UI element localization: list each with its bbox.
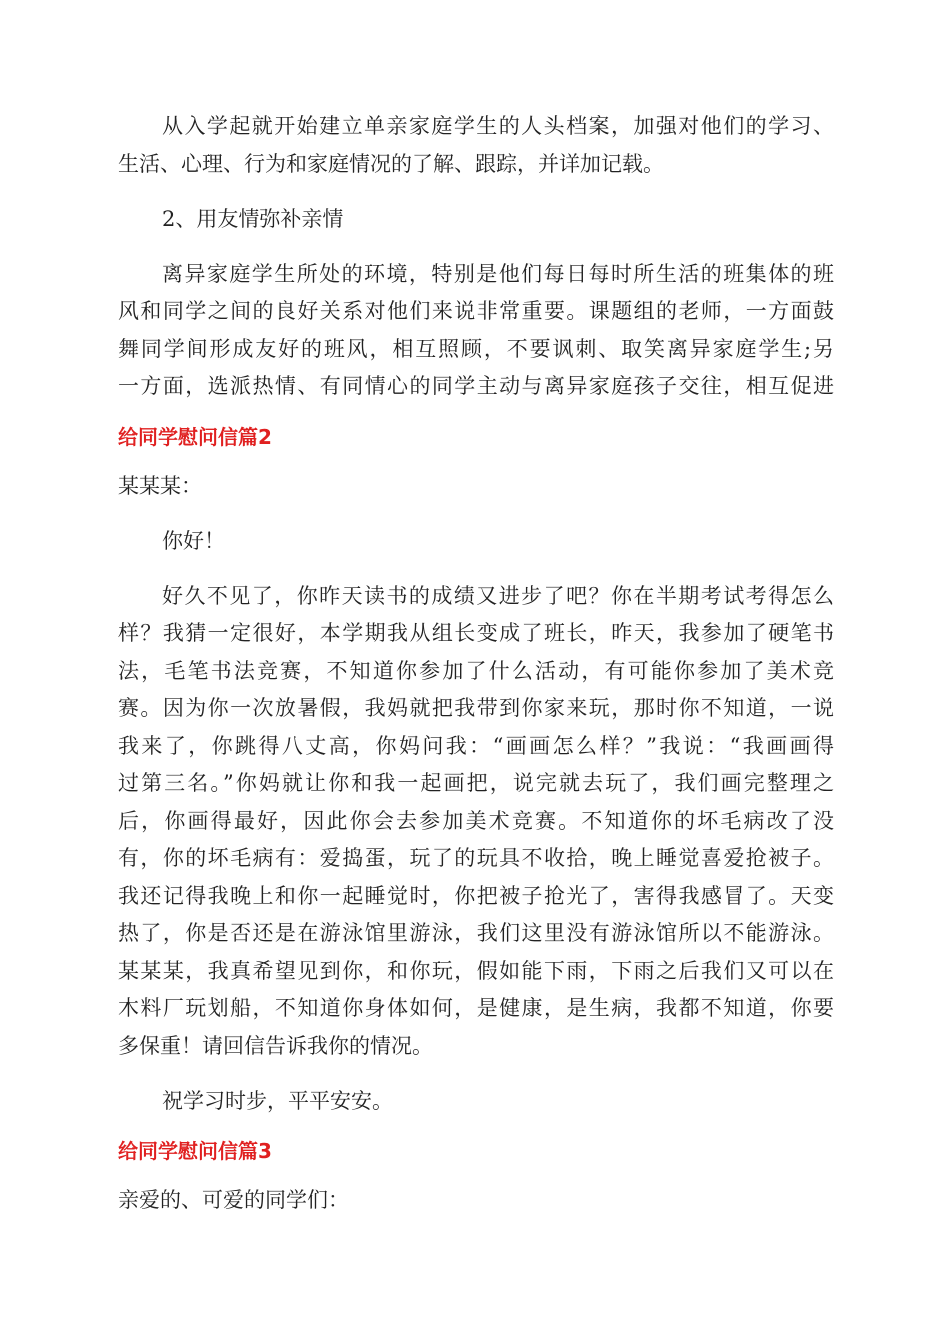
spacer (118, 1065, 834, 1083)
section-3-title: 给同学慰问信篇3 (118, 1139, 272, 1163)
text-line: 木料厂玩划船，不知道你身体如何，是健康，是生病，我都不知道，你要 (118, 996, 834, 1020)
text-line: 生活、心理、行为和家庭情况的了解、跟踪，并详加记载。 (118, 151, 664, 176)
text-line: 舞同学间形成友好的班风，相互照顾，不要讽刺、取笑离异家庭学生;另 (118, 336, 834, 361)
section-2-title: 给同学慰问信篇2 (118, 424, 272, 449)
text-line: 样？我猜一定很好，本学期我从组长变成了班长，昨天，我参加了硬笔书 (118, 621, 834, 645)
salutation: 某某某： (118, 473, 202, 498)
text-line: 有，你的坏毛病有：爱捣蛋，玩了的玩具不收拾，晚上睡觉喜爱抢被子。 (118, 846, 834, 870)
paragraph-intro-2 (118, 256, 834, 406)
letter-body (118, 578, 834, 1066)
spacer (118, 1120, 834, 1132)
text-line: 赛。因为你一次放暑假，我妈就把我带到你家来玩，那时你不知道，一说 (118, 696, 834, 720)
document-body (118, 108, 834, 1220)
text-line: 好久不见了，你昨天读书的成绩又进步了吧？你在半期考试考得怎么 (162, 583, 834, 608)
text-line: 离异家庭学生所处的环境，特别是他们每日每时所生活的班集体的班 (162, 261, 834, 286)
subheading: 2、用友情弥补亲情 (162, 206, 344, 231)
closing: 祝学习时步，平平安安。 (162, 1088, 393, 1113)
text-line: 风和同学之间的良好关系对他们来说非常重要。课题组的老师，一方面鼓 (118, 299, 834, 323)
spacer (118, 456, 834, 468)
greeting: 你好！ (162, 528, 225, 553)
text-line: 多保重！请回信告诉我你的情况。 (118, 1033, 433, 1058)
spacer (118, 183, 834, 201)
spacer (118, 238, 834, 256)
salutation: 亲爱的、可爱的同学们： (118, 1188, 349, 1212)
text-line: 后，你画得最好，因此你会去参加美术竞赛。不知道你的坏毛病改了没 (118, 808, 834, 833)
paragraph-intro-1 (118, 108, 834, 183)
spacer (118, 1170, 834, 1182)
spacer (118, 406, 834, 418)
spacer (118, 560, 834, 578)
text-line: 一方面，选派热情、有同情心的同学主动与离异家庭孩子交往，相互促进 (118, 374, 834, 398)
text-line: 我还记得我晚上和你一起睡觉时，你把被子抢光了，害得我感冒了。天变 (118, 883, 834, 908)
spacer (118, 505, 834, 523)
text-line: 热了，你是否还是在游泳馆里游泳，我们这里没有游泳馆所以不能游泳。 (118, 921, 834, 945)
text-line: 某某某，我真希望见到你，和你玩，假如能下雨，下雨之后我们又可以在 (118, 958, 834, 983)
text-line: 从入学起就开始建立单亲家庭学生的人头档案，加强对他们的学习、 (162, 114, 834, 138)
text-line: 我来了，你跳得八丈高，你妈问我：“画画怎么样？”我说：“我画画得 (118, 733, 834, 758)
text-line: 过第三名。”你妈就让你和我一起画把，说完就去玩了，我们画完整理之 (118, 771, 834, 795)
text-line: 法，毛笔书法竞赛，不知道你参加了什么活动，有可能你参加了美术竞 (118, 658, 834, 683)
